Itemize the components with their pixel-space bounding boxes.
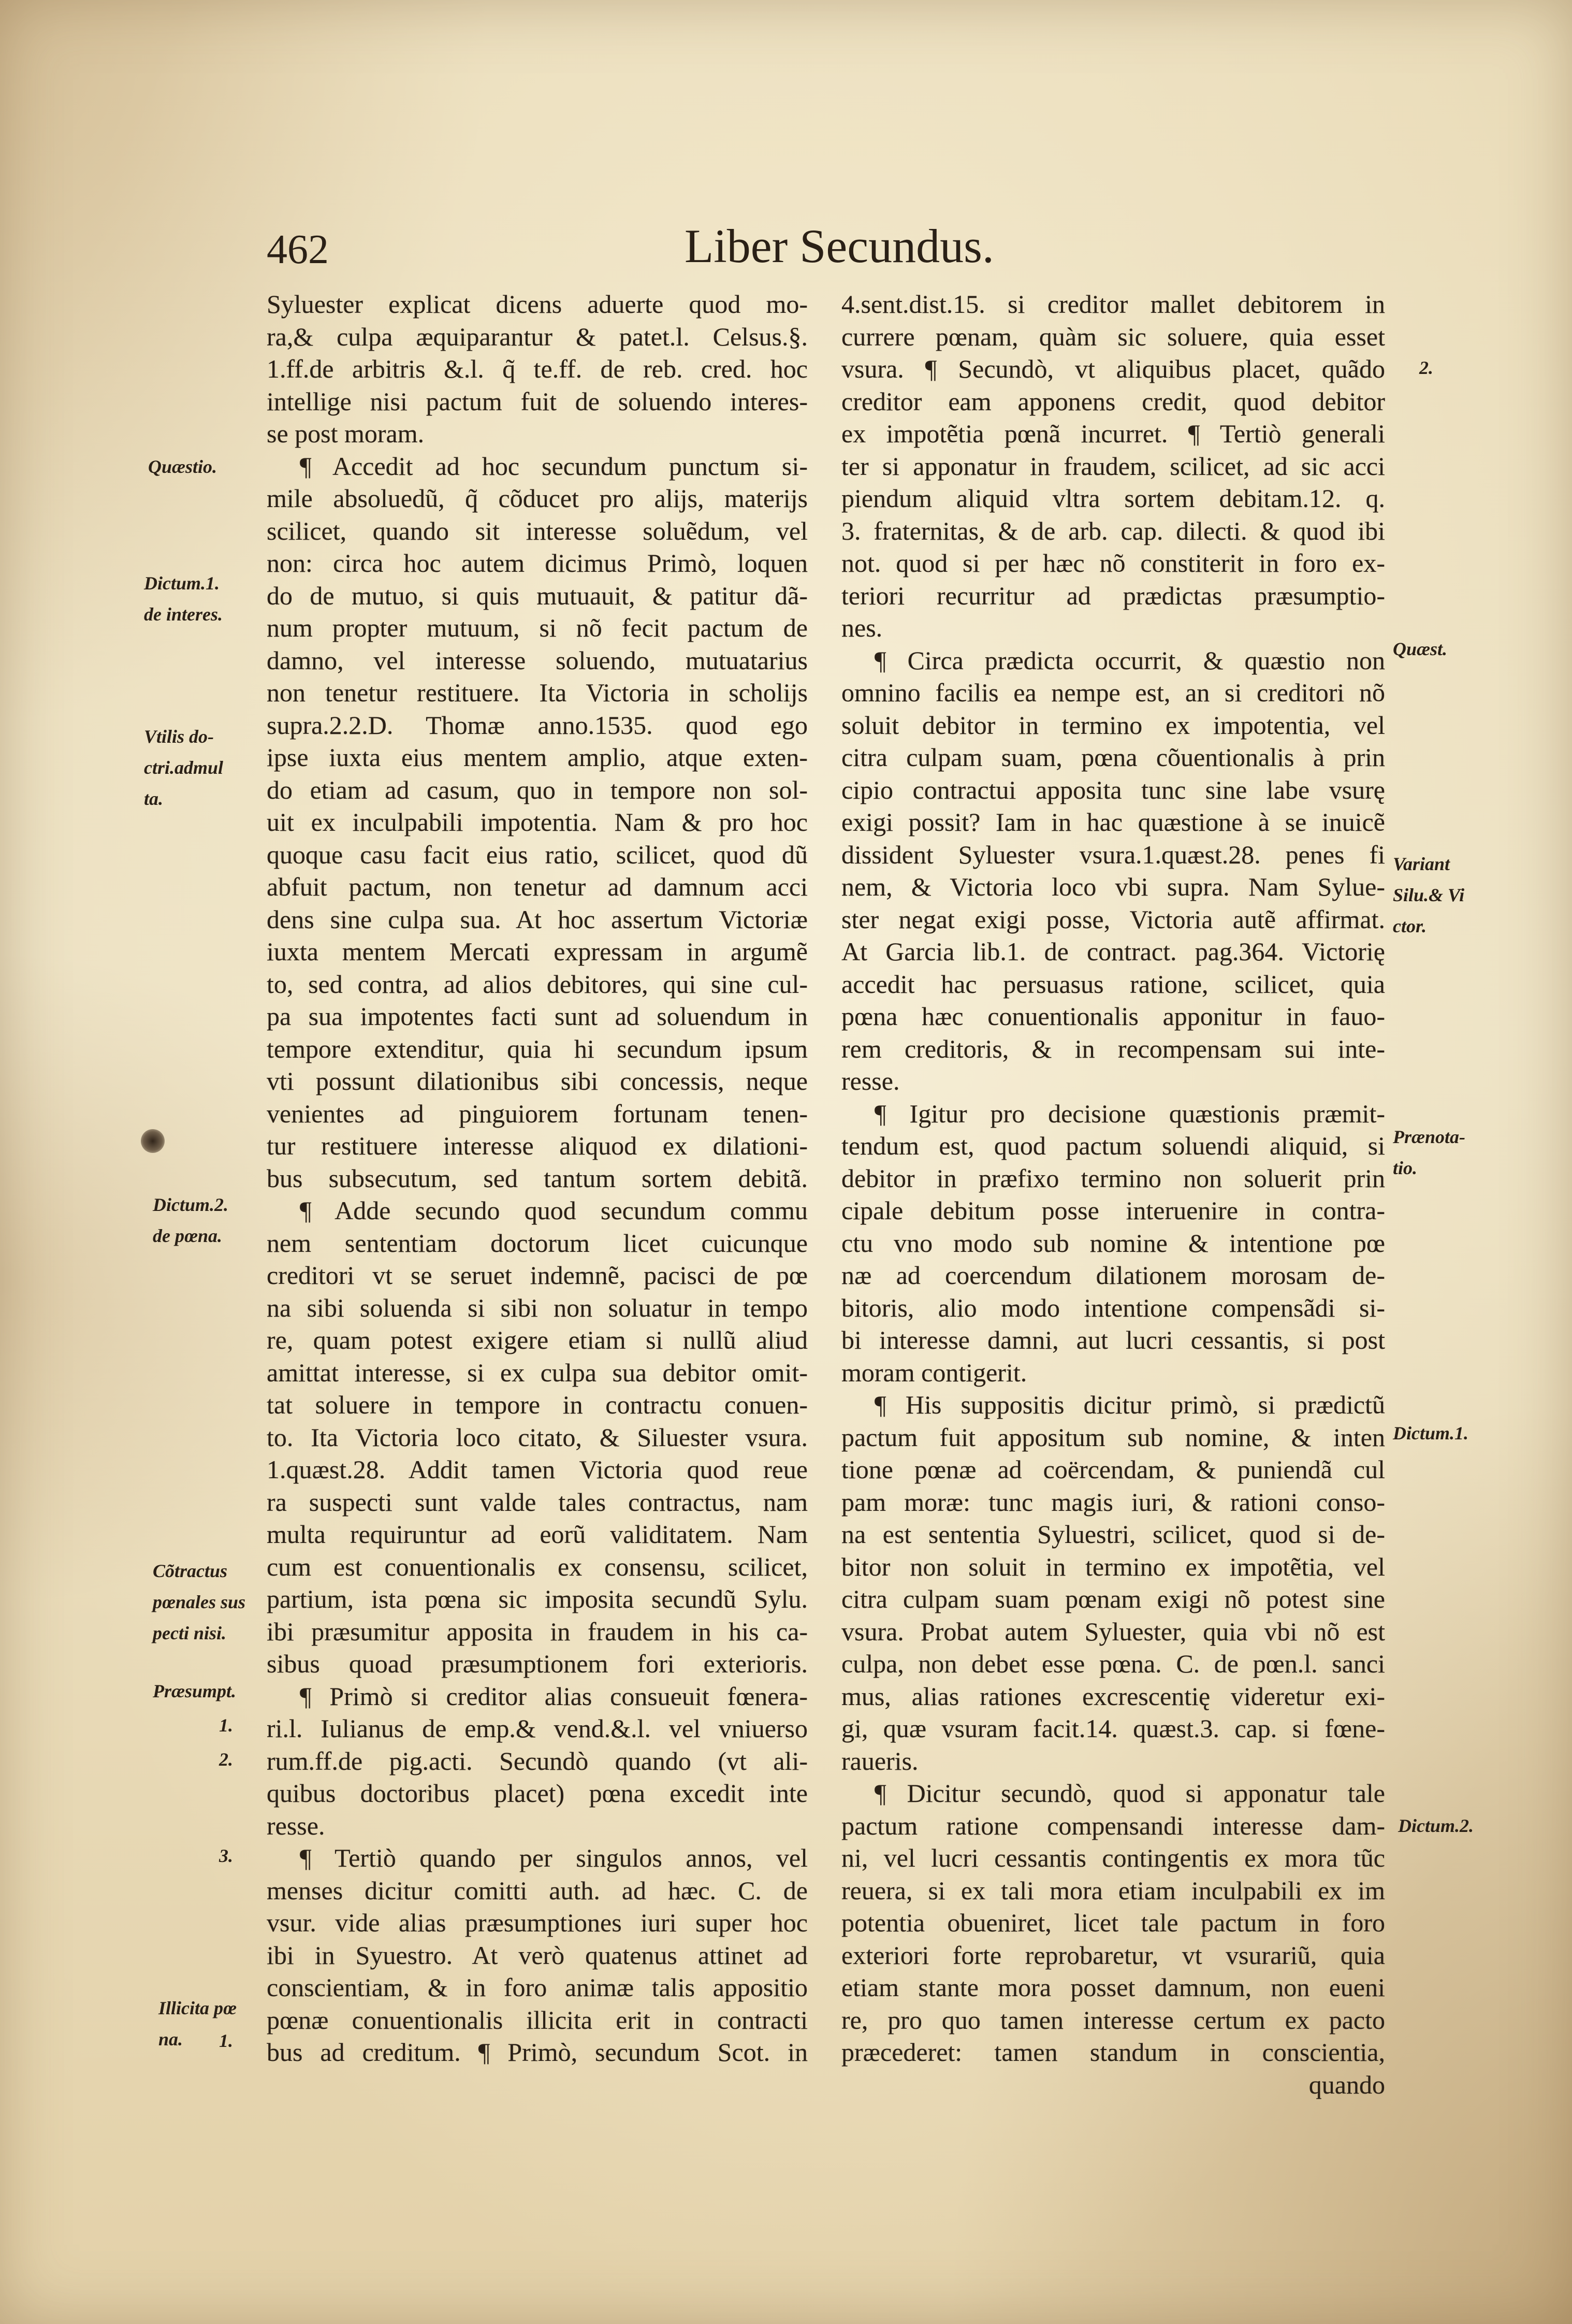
text-line: omnino facilis ea nempe est, an si creditori nõ <box>841 678 1385 707</box>
text-line: præcederet: tamen standum in conscientia, <box>841 2038 1385 2067</box>
text-line: ri.l. Iulianus de emp.& vend.&.l. vel vniuerso <box>267 1714 808 1743</box>
margin-note-line: Illicita pœ <box>158 1998 237 2018</box>
text-line: abfuit pactum, non tenetur ad damnum acci <box>267 872 808 901</box>
text-line: citra culpam suam, pœna cõuentionalis à prin <box>841 743 1385 772</box>
margin-note-line: Dictum.2. <box>153 1194 229 1215</box>
text-line: tempore extenditur, quia hi secundum ipsum <box>267 1034 808 1063</box>
text-line: mile absoluedũ, q̃ cõducet pro alijs, materijs <box>267 484 808 513</box>
margin-note-line: Quæst. <box>1393 639 1448 659</box>
running-title: Liber Secundus. <box>685 220 994 272</box>
text-line: cipio contractui apposita tunc sine labe vsurę <box>841 775 1385 804</box>
text-line: nes. <box>841 613 883 642</box>
text-line: resse. <box>267 1811 325 1840</box>
text-line: culpa, non debet esse pœna. C. de pœn.l. sanci <box>841 1649 1385 1678</box>
margin-note-vtilis-doctrina <box>144 721 223 814</box>
ink-blot <box>141 1129 165 1153</box>
text-line: vti possunt dilationibus sibi concessis, neque <box>267 1066 808 1095</box>
text-line: cum est conuentionalis ex consensu, scilicet, <box>267 1552 808 1581</box>
margin-note-line: Dictum.2. <box>1398 1815 1474 1836</box>
text-line: potentia obueniret, licet tale pactum in foro <box>841 1908 1385 1937</box>
margin-note-dictum-1 <box>1393 1418 1468 1449</box>
text-line: tur restituere interesse aliquod ex dilationi- <box>267 1131 808 1160</box>
text-line: damno, vel interesse soluendo, mutuatarius <box>267 645 808 675</box>
margin-note-quaest <box>1393 633 1447 665</box>
text-line: creditori vt se seruet indemnẽ, pacisci de pœ <box>267 1261 808 1290</box>
text-line: ctu vno modo sub nomine & intentione pœ <box>841 1228 1385 1258</box>
text-line: reuera, si ex tali mora etiam inculpabili ex im <box>841 1875 1385 1905</box>
margin-note-line: Dictum.1. <box>144 573 220 594</box>
text-line: 1.ff.de arbitris &.l. q̃ te.ff. de reb. cred. hoc <box>267 354 808 383</box>
text-line: ipse iuxta eius mentem amplio, atque exten- <box>267 743 808 772</box>
margin-note-line: Variant <box>1393 854 1450 874</box>
text-line: ¶ Accedit ad hoc secundum punctum si- <box>300 451 808 481</box>
text-line: uit ex inculpabili impotentia. Nam & pro hoc <box>267 807 808 836</box>
page-number: 462 <box>267 227 329 272</box>
text-line: ¶ His suppositis dicitur primò, si prædictũ <box>875 1390 1385 1419</box>
margin-note-line: na. <box>158 2029 183 2049</box>
text-line: do etiam ad casum, quo in tempore non sol- <box>267 775 808 804</box>
margin-note-line: Præsumpt. <box>153 1681 237 1701</box>
text-line: quibus doctoribus placet) pœna excedit inte <box>267 1779 808 1808</box>
text-line: ¶ Dicitur secundò, quod si apponatur tale <box>875 1779 1385 1808</box>
text-line: moram contigerit. <box>841 1358 1027 1387</box>
text-line: exteriori forte reprobaretur, vt vsurariũ, quia <box>841 1940 1385 1970</box>
text-line: piendum aliquid vltra sortem debitam.12. q. <box>841 484 1385 513</box>
text-line: pœnæ conuentionalis illicita erit in contracti <box>267 2005 808 2034</box>
text-line: ibi præsumitur apposita in fraudem in his ca- <box>267 1616 808 1646</box>
text-line: pœna hæc conuentionalis apponitur in fauo- <box>841 1002 1385 1031</box>
text-line: rem creditoris, & in recompensam sui inte- <box>841 1034 1385 1063</box>
text-line: ni, vel lucri cessantis contingentis ex mora tũc <box>841 1843 1385 1872</box>
text-line: amittat interesse, si ex culpa sua debitor omit- <box>267 1358 808 1387</box>
text-line: vsura. Probat autem Syluester, quia vbi nõ est <box>841 1616 1385 1646</box>
text-line: 3. fraternitas, & de arb. cap. dilecti. & quod ibi <box>841 516 1385 545</box>
text-line: 4.sent.dist.15. si creditor mallet debitorem in <box>841 290 1385 319</box>
text-line: non tenetur restituere. Ita Victoria in scholijs <box>267 678 808 707</box>
margin-note-line: de interes. <box>144 604 223 625</box>
text-line: pactum ratione compensandi interesse dam- <box>841 1811 1385 1840</box>
text-line: re, quam potest exigere etiam si nullũ aliud <box>267 1325 808 1354</box>
text-line: sibus quoad præsumptionem fori exterioris. <box>267 1649 808 1678</box>
left-text-column <box>267 288 808 2069</box>
text-line: intellige nisi pactum fuit de soluendo interes- <box>267 386 808 416</box>
text-line: to. Ita Victoria loco citato, & Siluester vsura. <box>267 1422 808 1452</box>
text-line: At Garcia lib.1. de contract. pag.364. Victorię <box>841 937 1385 966</box>
margin-numeral <box>1419 352 1433 383</box>
margin-note-line: 1. <box>219 2030 233 2051</box>
text-line: ra suspecti sunt valde tales contractus, nam <box>267 1487 808 1517</box>
margin-note-line: de pœna. <box>153 1225 222 1246</box>
text-line: mus, alias rationes excrescentię videretur exi- <box>841 1681 1385 1711</box>
text-line: do de mutuo, si quis mutuauit, & patitur dã- <box>267 581 808 610</box>
text-line: menses dicitur comitti auth. ad hæc. C. de <box>267 1875 808 1905</box>
text-line: pa sua impotentes facti sunt ad soluendum in <box>267 1002 808 1031</box>
margin-note-line: Cõtractus <box>153 1561 228 1581</box>
margin-note-dictum-2 <box>1398 1810 1474 1841</box>
text-line: multa requiruntur ad eorũ validitatem. Nam <box>267 1520 808 1549</box>
text-line: ¶ Primò si creditor alias consueuit fœnera- <box>300 1681 808 1711</box>
margin-note-dictum-2-de-poena <box>153 1189 228 1251</box>
right-text-column <box>841 288 1385 2069</box>
text-line: teriori recurritur ad prædictas præsumptio- <box>841 581 1385 610</box>
text-line: bitor non soluit in termino ex impotẽtia, vel <box>841 1552 1385 1581</box>
text-line: dissident Syluester vsura.1.quæst.28. penes fi <box>841 840 1385 869</box>
text-line: cipale debitum posse interuenire in contra- <box>841 1196 1385 1225</box>
text-line: bi interesse damni, aut lucri cessantis, si post <box>841 1325 1385 1354</box>
text-line: resse. <box>841 1066 900 1095</box>
text-line: debitor in præfixo termino non soluerit prin <box>841 1163 1385 1193</box>
margin-note-line: Quæstio. <box>148 456 217 477</box>
text-line: bitoris, alio modo intentione compensãdi si- <box>841 1293 1385 1322</box>
margin-note-praesumpt <box>153 1676 236 1707</box>
text-line: se post moram. <box>267 419 425 448</box>
text-line: creditor eam apponens credit, quod debitor <box>841 386 1385 416</box>
margin-note-line: tio. <box>1393 1158 1418 1178</box>
text-line: ¶ Circa prædicta occurrit, & quæstio non <box>875 645 1385 675</box>
text-line: pactum fuit appositum sub nomine, & inten <box>841 1422 1385 1452</box>
text-line: quoque casu facit eius ratio, scilicet, quod dũ <box>267 840 808 869</box>
text-line: to, sed contra, ad alios debitores, qui sine cul- <box>267 969 808 999</box>
margin-note-line: 3. <box>219 1845 233 1866</box>
text-line: citra culpam suam pœnam exigi nõ potest sine <box>841 1584 1385 1613</box>
text-line: tendum est, quod pactum soluendi aliquid, si <box>841 1131 1385 1160</box>
text-line: ¶ Adde secundo quod secundum commu <box>300 1196 808 1225</box>
text-line: exigi possit? Iam in hac quæstione à se inuicẽ <box>841 807 1385 836</box>
text-line: ¶ Tertiò quando per singulos annos, vel <box>300 1843 808 1872</box>
text-line: ra,& culpa æquiparantur & patet.l. Celsus.§. <box>267 322 808 351</box>
margin-numeral <box>219 2025 233 2056</box>
text-line: nem, & Victoria loco vbi supra. Nam Sylue- <box>841 872 1385 901</box>
text-line: partium, ista pœna sic imposita secundũ Sylu. <box>267 1584 808 1613</box>
margin-note-quaestio <box>148 451 217 482</box>
margin-numeral <box>219 1710 233 1741</box>
text-line: pam moræ: tunc magis iuri, & rationi conso- <box>841 1487 1385 1517</box>
text-line: soluit debitor in termino ex impotentia, vel <box>841 710 1385 740</box>
text-line: ster negat exigi posse, Victoria autẽ affirmat. <box>841 904 1385 934</box>
margin-note-line: 1. <box>219 1715 233 1736</box>
margin-note-praenotatio <box>1393 1121 1465 1183</box>
text-line: currere pœnam, quàm sic soluere, quia esset <box>841 322 1385 351</box>
text-line: re, pro quo tamen interesse certum ex pacto <box>841 2005 1385 2034</box>
text-line: ¶ Igitur pro decisione quæstionis præmit- <box>875 1099 1385 1128</box>
text-line: 1.quæst.28. Addit tamen Victoria quod reue <box>267 1455 808 1484</box>
text-line: non: circa hoc autem dicimus Primò, loquen <box>267 548 808 578</box>
text-line: vsur. vide alias præsumptiones iuri super hoc <box>267 1908 808 1937</box>
margin-note-line: Vtilis do- <box>144 726 214 747</box>
text-line: scilicet, quando sit interesse soluẽdum, vel <box>267 516 808 545</box>
text-line: venientes ad pinguiorem fortunam tenen- <box>267 1099 808 1128</box>
catchword: quando <box>1308 2070 1385 2099</box>
text-line: etiam stante mora posset damnum, non eueni <box>841 1973 1385 2002</box>
text-line: supra.2.2.D. Thomæ anno.1535. quod ego <box>267 710 808 740</box>
text-line: na sibi soluenda si sibi non soluatur in tempo <box>267 1293 808 1322</box>
text-line: vsura. ¶ Secundò, vt aliquibus placet, quãdo <box>841 354 1385 383</box>
margin-note-line: ta. <box>144 788 164 809</box>
margin-note-line: 2. <box>1419 357 1433 378</box>
margin-numeral <box>219 1840 233 1871</box>
text-line: rum.ff.de pig.acti. Secundò quando (vt ali- <box>267 1746 808 1776</box>
text-line: raueris. <box>841 1746 919 1776</box>
text-line: Syluester explicat dicens aduerte quod mo- <box>267 290 808 319</box>
text-line: ter si apponatur in fraudem, scilicet, ad sic acci <box>841 451 1385 481</box>
text-line: ibi in Syuestro. At verò quatenus attinet ad <box>267 1940 808 1970</box>
margin-note-line: Silu.& Vi <box>1393 885 1465 905</box>
text-line: tat soluere in tempore in contractu conuen- <box>267 1390 808 1419</box>
margin-numeral <box>219 1744 233 1775</box>
text-line: na est sententia Syluestri, scilicet, quod si de- <box>841 1520 1385 1549</box>
text-line: gi, quæ vsuram facit.14. quæst.3. cap. si fœne- <box>841 1714 1385 1743</box>
text-line: not. quod si per hæc nõ constiterit in foro ex- <box>841 548 1385 578</box>
margin-note-contractus-poenales <box>153 1555 245 1649</box>
text-line: dens sine culpa sua. At hoc assertum Victoriæ <box>267 904 808 934</box>
text-line: tione pœnæ ad coërcendam, & puniendã cul <box>841 1455 1385 1484</box>
margin-note-dictum-1-de-interesse <box>144 568 223 630</box>
margin-note-line: pœnales sus <box>153 1592 246 1612</box>
text-line: næ ad coercendum dilationem morosam de- <box>841 1261 1385 1290</box>
margin-note-line: Dictum.1. <box>1393 1423 1469 1444</box>
text-line: iuxta mentem Mercati expressam in argumẽ <box>267 937 808 966</box>
margin-note-line: 2. <box>219 1749 233 1770</box>
text-line: ex impotẽtia pœnã incurret. ¶ Tertiò generali <box>841 419 1385 448</box>
text-line: bus ad creditum. ¶ Primò, secundum Scot. in <box>267 2038 808 2067</box>
margin-note-line: ctri.admul <box>144 757 224 778</box>
text-line: conscientiam, & in foro animæ talis appositio <box>267 1973 808 2002</box>
text-line: num propter mutuum, si nõ fecit pactum de <box>267 613 808 642</box>
margin-note-line: pecti nisi. <box>153 1623 226 1643</box>
margin-note-variant <box>1393 848 1464 942</box>
margin-note-line: ctor. <box>1393 916 1427 936</box>
text-line: accedit hac persuasus ratione, scilicet, quia <box>841 969 1385 999</box>
margin-note-line: Prænota- <box>1393 1127 1466 1147</box>
text-line: bus subsecutum, sed tantum sortem debitã. <box>267 1163 808 1193</box>
text-line: nem sententiam doctorum licet cuicunque <box>267 1228 808 1258</box>
